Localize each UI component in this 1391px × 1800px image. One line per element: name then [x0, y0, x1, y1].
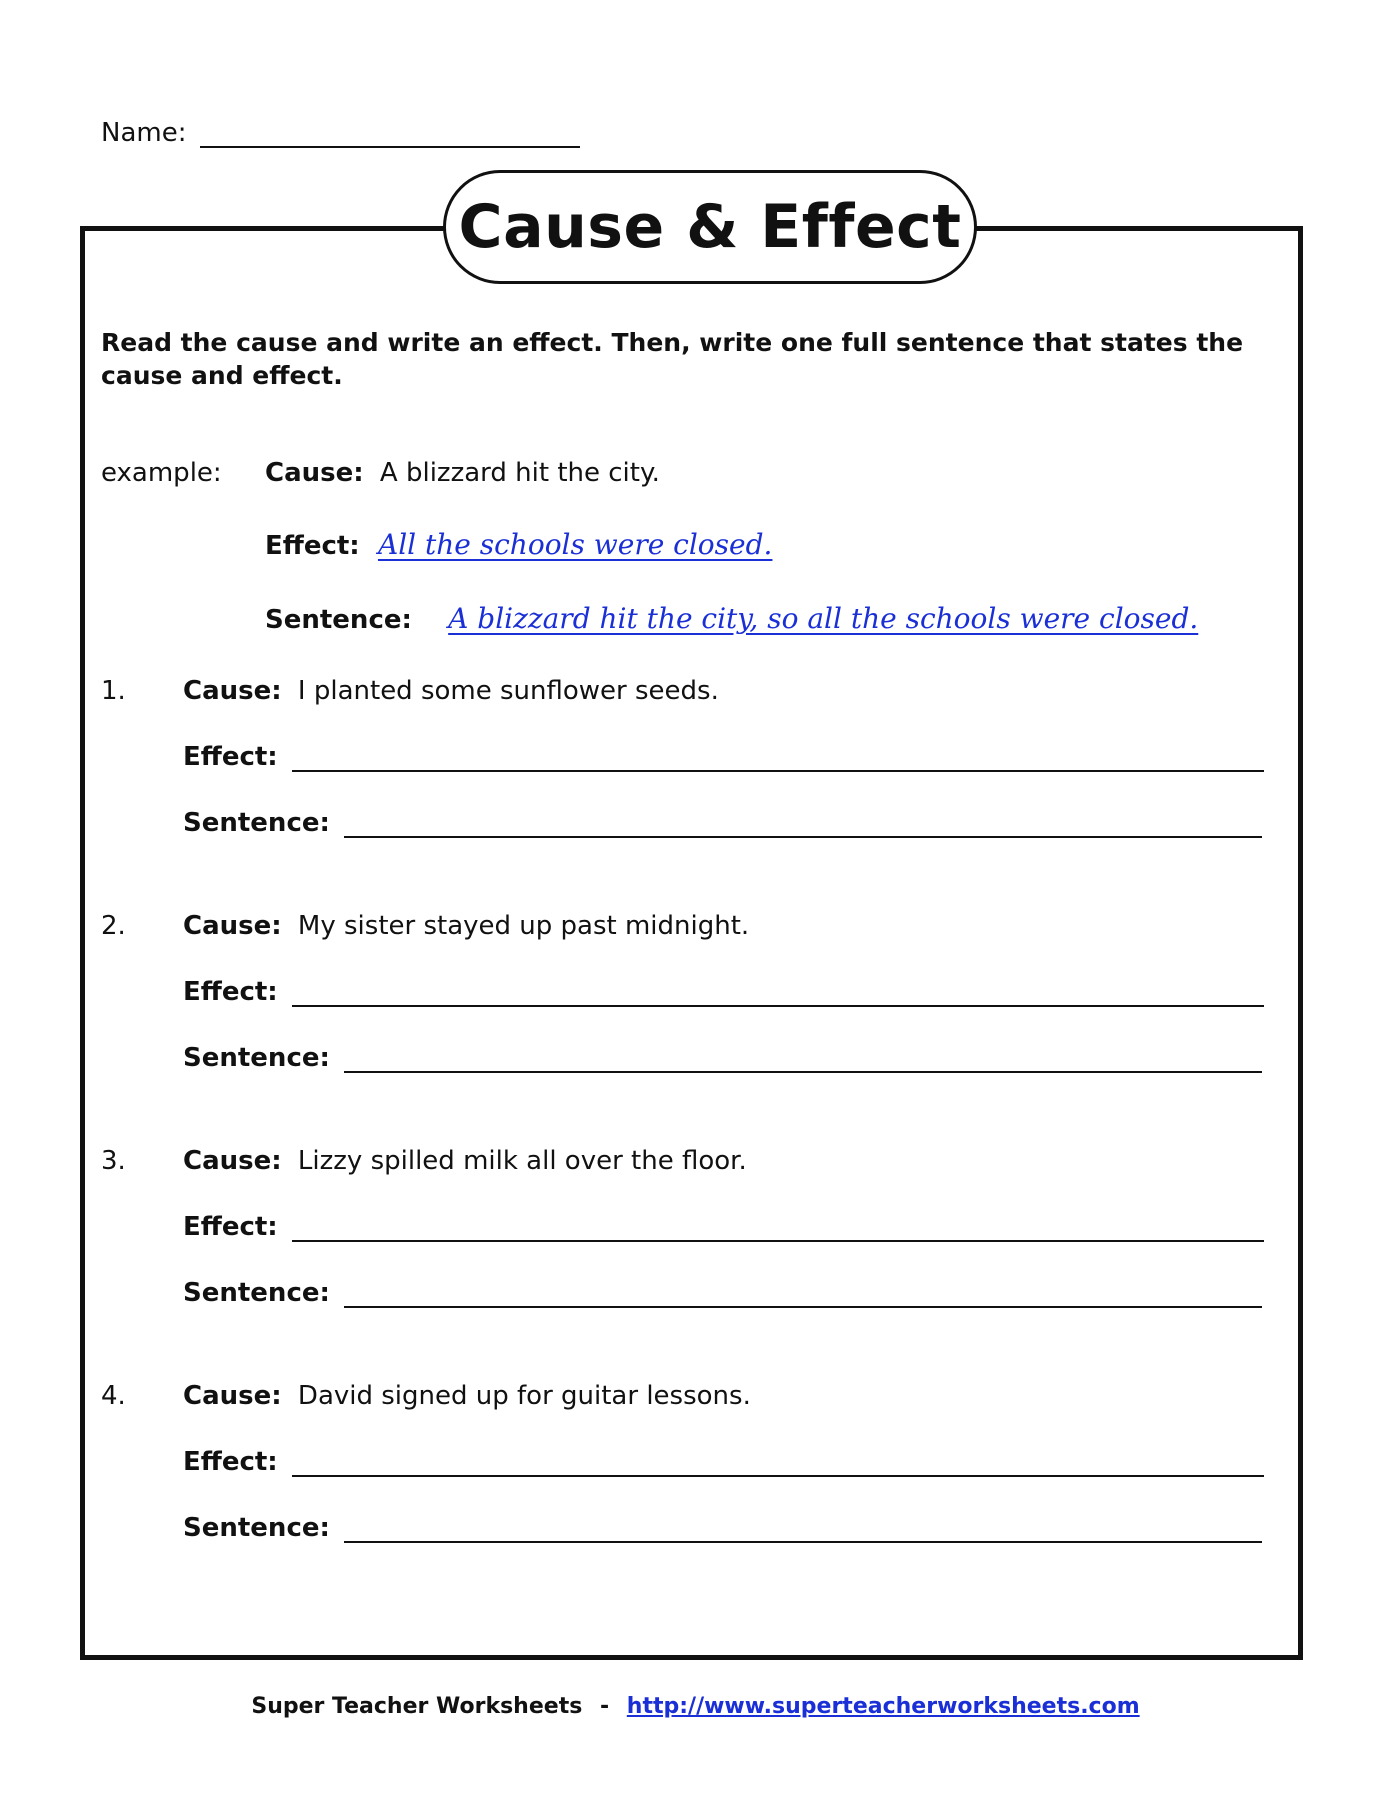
question-number: 3.: [101, 1146, 126, 1176]
effect-answer-line[interactable]: [292, 1216, 1264, 1242]
footer: [0, 1694, 1391, 1719]
effect-label: Effect:: [183, 1447, 278, 1477]
example-effect-label: Effect:: [265, 531, 360, 561]
question-number: 2.: [101, 911, 126, 941]
cause-label: Cause:: [183, 676, 282, 706]
example-sentence-label: Sentence:: [265, 605, 412, 635]
worksheet-frame: [80, 226, 1303, 1660]
question-cause: [183, 1146, 747, 1176]
effect-row: [183, 977, 1264, 1007]
footer-brand: Super Teacher Worksheets: [251, 1694, 583, 1719]
name-row: [101, 118, 580, 148]
footer-url-link[interactable]: http://www.superteacherworksheets.com: [626, 1694, 1140, 1719]
effect-label: Effect:: [183, 742, 278, 772]
example-sentence: [265, 602, 1198, 635]
cause-label: Cause:: [183, 1381, 282, 1411]
example-cause-label: Cause:: [265, 458, 364, 488]
instructions-text: Read the cause and write an effect. Then, write one full sentence that states the cause and effect.: [101, 328, 1244, 390]
cause-label: Cause:: [183, 1146, 282, 1176]
effect-row: [183, 1447, 1264, 1477]
example-prefix: example:: [101, 458, 222, 488]
sentence-label: Sentence:: [183, 1513, 330, 1543]
sentence-answer-line[interactable]: [344, 1047, 1262, 1073]
example-effect: [265, 528, 772, 561]
example-sentence-text: A blizzard hit the city, so all the schools were closed.: [448, 602, 1199, 635]
sentence-row: [183, 1043, 1262, 1073]
effect-row: [183, 1212, 1264, 1242]
sentence-label: Sentence:: [183, 1278, 330, 1308]
name-blank-line[interactable]: [200, 120, 580, 148]
sentence-row: [183, 1513, 1262, 1543]
cause-text: My sister stayed up past midnight.: [297, 911, 750, 941]
effect-label: Effect:: [183, 977, 278, 1007]
question-number: 4.: [101, 1381, 126, 1411]
effect-answer-line[interactable]: [292, 746, 1264, 772]
effect-label: Effect:: [183, 1212, 278, 1242]
effect-answer-line[interactable]: [292, 981, 1264, 1007]
sentence-row: [183, 1278, 1262, 1308]
effect-answer-line[interactable]: [292, 1451, 1264, 1477]
cause-text: I planted some sunflower seeds.: [297, 676, 719, 706]
name-label: Name:: [101, 118, 187, 148]
question-cause: [183, 676, 719, 706]
sentence-row: [183, 808, 1262, 838]
example-cause-row: [101, 458, 222, 488]
sentence-answer-line[interactable]: [344, 812, 1262, 838]
example-cause: [265, 458, 660, 488]
cause-label: Cause:: [183, 911, 282, 941]
question-number: 1.: [101, 676, 126, 706]
sentence-answer-line[interactable]: [344, 1282, 1262, 1308]
question-cause: [183, 1381, 751, 1411]
example-effect-text: All the schools were closed.: [377, 528, 773, 561]
cause-text: Lizzy spilled milk all over the floor.: [297, 1146, 747, 1176]
sentence-label: Sentence:: [183, 1043, 330, 1073]
example-cause-text: A blizzard hit the city.: [379, 458, 660, 488]
sentence-answer-line[interactable]: [344, 1517, 1262, 1543]
cause-text: David signed up for guitar lessons.: [297, 1381, 751, 1411]
footer-separator: -: [599, 1694, 610, 1719]
sentence-label: Sentence:: [183, 808, 330, 838]
question-cause: [183, 911, 749, 941]
page-title: Cause & Effect: [443, 170, 977, 284]
effect-row: [183, 742, 1264, 772]
